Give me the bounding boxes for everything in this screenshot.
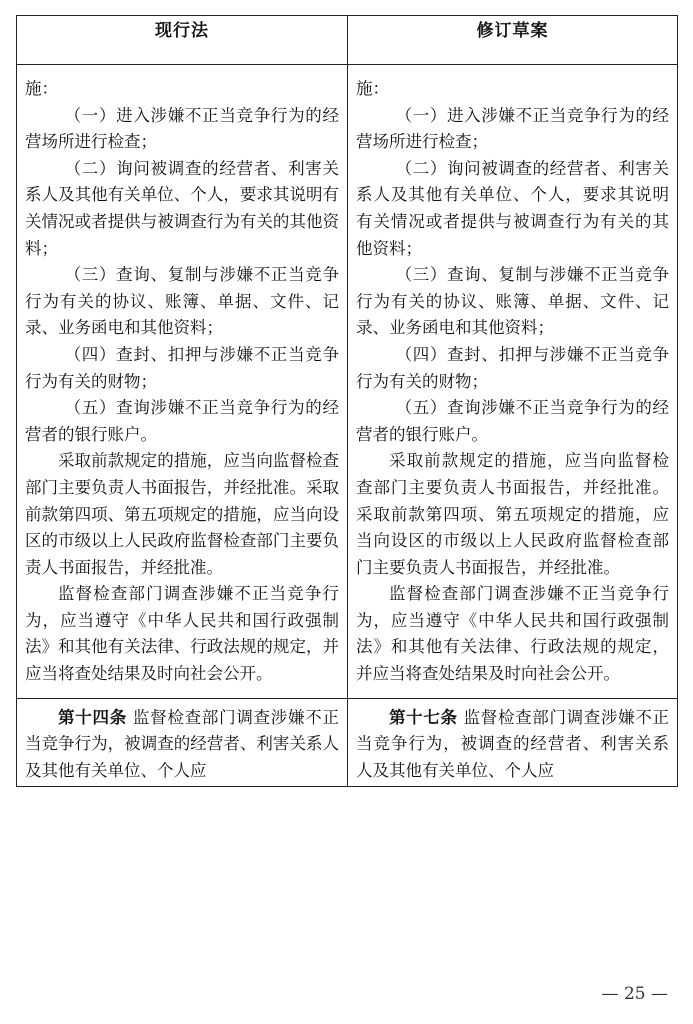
current-law-cell — [17, 698, 348, 787]
paragraph: 施： — [25, 79, 58, 98]
article-number: 第十四条 — [58, 707, 127, 727]
current-law-text — [17, 699, 347, 787]
paragraph: （一）进入涉嫌不正当竞争行为的经营场所进行检查； — [25, 105, 339, 152]
paragraph: 采取前款规定的措施，应当向监督检查部门主要负责人书面报告，并经批准。采取前款第四项、第五项规定的措施，应当向设区的市级以上人民政府监督检查部门主要负责人书面报告，并经批准。 — [25, 451, 339, 577]
page-number: — 25 — — [601, 984, 668, 1004]
article-paragraph — [356, 705, 669, 785]
paragraph: （一）进入涉嫌不正当竞争行为的经营场所进行检查； — [356, 105, 669, 152]
paragraph: （三）查询、复制与涉嫌不正当竞争行为有关的协议、账簿、单据、文件、记录、业务函电和其他资料； — [356, 265, 669, 338]
paragraph: （五）查询涉嫌不正当竞争行为的经营者的银行账户。 — [25, 398, 339, 444]
paragraph: （三）查询、复制与涉嫌不正当竞争行为有关的协议、账簿、单据、文件、记录、业务函电和其他资料； — [25, 265, 339, 338]
draft-revision-cell — [348, 65, 678, 699]
paragraph: （五）查询涉嫌不正当竞争行为的经营者的银行账户。 — [356, 398, 669, 444]
article-text: 监督检查部门调查涉嫌不正当竞争行为，被调查的经营者、利害关系人及其他有关单位、个人应 — [25, 707, 339, 780]
paragraph: （四）查封、扣押与涉嫌不正当竞争行为有关的财物； — [25, 344, 339, 391]
paragraph: 采取前款规定的措施，应当向监督检查部门主要负责人书面报告，并经批准。采取前款第四项、第五项规定的措施，应当向设区的市级以上人民政府监督检查部门主要负责人书面报告，并经批准。 — [356, 451, 669, 577]
current-law-cell — [17, 65, 348, 699]
paragraph: 监督检查部门调查涉嫌不正当竞争行为，应当遵守《中华人民共和国行政强制法》和其他有关法律、行政法规的规定，并应当将查处结果及时向社会公开。 — [25, 584, 339, 684]
paragraph: （二）询问被调查的经营者、利害关系人及其他有关单位、个人，要求其说明有关情况或者提供与被调查行为有关的其他资料； — [356, 158, 669, 258]
table-row — [17, 698, 678, 787]
draft-revision-cell — [348, 698, 678, 787]
paragraph: 监督检查部门调查涉嫌不正当竞争行为，应当遵守《中华人民共和国行政强制法》和其他有关法律、行政法规的规定，并应当将查处结果及时向社会公开。 — [356, 584, 669, 684]
article-text: 监督检查部门调查涉嫌不正当竞争行为，被调查的经营者、利害关系人及其他有关单位、个人应 — [356, 707, 669, 780]
article-number: 第十七条 — [389, 707, 458, 727]
table-header-row — [17, 16, 678, 65]
article-paragraph — [25, 705, 339, 785]
column-header-draft-revision: 修订草案 — [348, 16, 678, 65]
draft-revision-text — [348, 699, 677, 787]
paragraph: 施： — [356, 79, 389, 98]
paragraph: （四）查封、扣押与涉嫌不正当竞争行为有关的财物； — [356, 344, 669, 391]
paragraph: （二）询问被调查的经营者、利害关系人及其他有关单位、个人，要求其说明有关情况或者提供与被调查行为有关的其他资料； — [25, 158, 339, 258]
table-row — [17, 65, 678, 699]
draft-revision-text — [348, 65, 677, 698]
column-header-current-law: 现行法 — [17, 16, 348, 65]
comparison-table — [16, 15, 678, 787]
current-law-text — [17, 65, 347, 698]
